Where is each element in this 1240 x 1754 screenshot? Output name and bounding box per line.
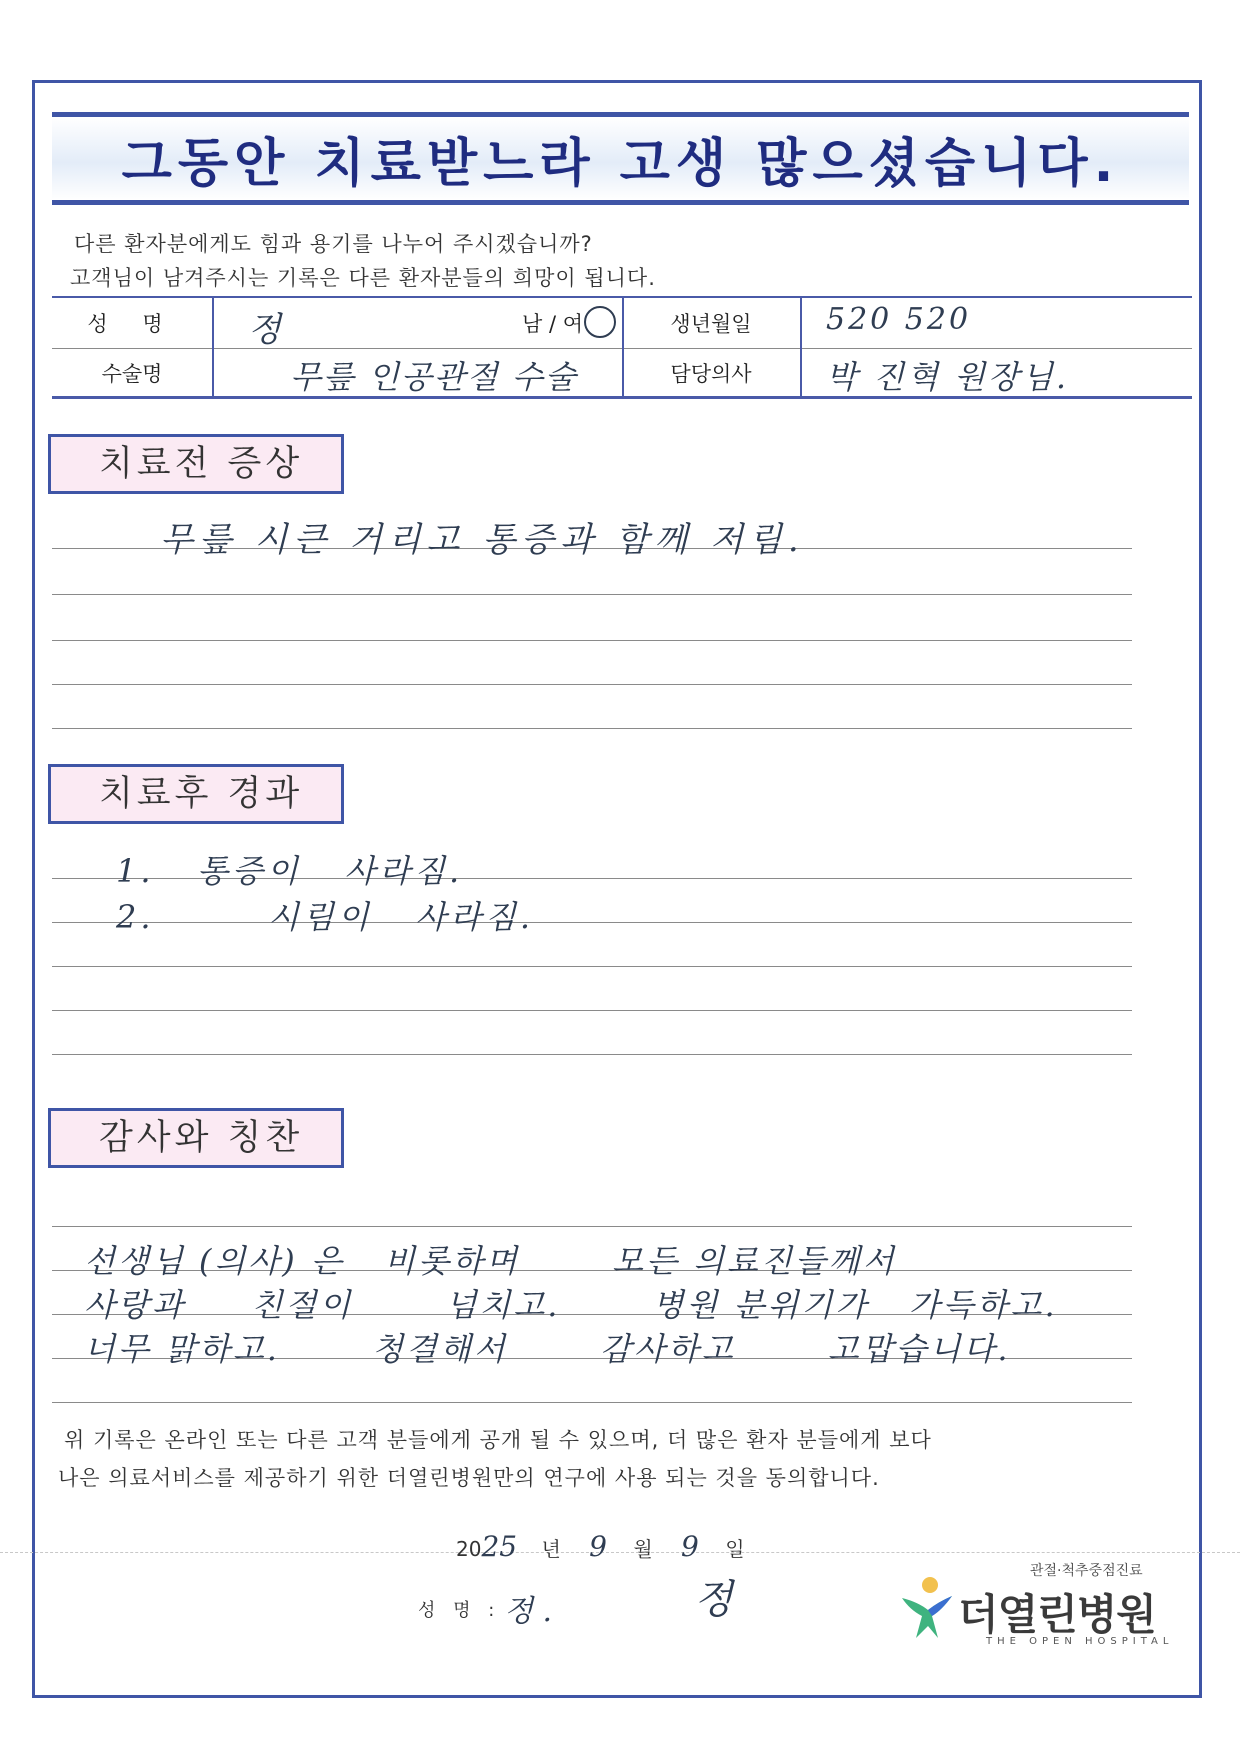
before-text-line-1: 무릎 시큰 거리고 통증과 함께 저림.	[160, 520, 805, 560]
signature-mark: 정	[694, 1577, 733, 1623]
logo-name: 더열린병원	[958, 1590, 1156, 1639]
consent-line-2: 나은 의료서비스를 제공하기 위한 더열린병원만의 연구에 사용 되는 것을 동의합니다.	[58, 1466, 880, 1490]
signature-name: 정 .	[504, 1594, 553, 1629]
logo-tagline: 관절·척추중점진료	[1030, 1563, 1143, 1579]
section-heading-thanks: 감사와 칭찬	[48, 1108, 344, 1168]
year-prefix: 20	[456, 1537, 482, 1561]
name-value: 정	[248, 310, 281, 350]
section-heading-after: 치료후 경과	[48, 764, 344, 824]
year-label: 년	[541, 1537, 561, 1561]
doctor-value: 박 진혁 원장님.	[826, 358, 1069, 396]
hospital-logo	[898, 1560, 1188, 1670]
birth-label: 생년월일	[670, 312, 752, 336]
signature-label: 성 명 :	[418, 1600, 501, 1621]
thanks-text-line-3: 너무 맑하고. 청결해서 감사하고 고맙습니다.	[84, 1330, 1011, 1368]
thanks-text-line-2: 사랑과 친절이 넘치고. 병원 분위기가 가득하고.	[84, 1286, 1058, 1324]
intro-line-1: 다른 환자분에게도 힘과 용기를 나누어 주시겠습니까?	[74, 232, 593, 256]
after-text-line-1: 1. 통증이 사라짐.	[116, 852, 464, 890]
day-label: 일	[725, 1537, 745, 1561]
title-banner	[52, 112, 1189, 205]
section-heading-before: 치료전 증상	[48, 434, 344, 494]
date-line	[456, 1530, 745, 1563]
logo-english: THE OPEN HOSPITAL	[986, 1636, 1174, 1647]
name-label: 성 명	[87, 312, 177, 336]
day-hand: 9	[681, 1530, 699, 1563]
consent-line-1: 위 기록은 온라인 또는 다른 고객 분들에게 공개 될 수 있으며, 더 많은 환자 분들에게 보다	[64, 1428, 932, 1452]
surgery-value: 무릎 인공관절 수술	[290, 358, 578, 396]
gender-label: 남 / 여	[522, 312, 583, 336]
after-text-line-2: 2. 시림이 사라짐.	[116, 898, 535, 936]
month-hand: 9	[589, 1530, 607, 1563]
birth-value: 520 520	[826, 302, 972, 337]
surgery-label: 수술명	[101, 362, 163, 386]
thanks-text-line-1: 선생님 (의사) 은 비롯하며 모든 의료진들께서	[84, 1242, 897, 1280]
person-leaf-icon	[898, 1576, 954, 1642]
month-label: 월	[633, 1537, 653, 1561]
doctor-label: 담당의사	[670, 362, 752, 386]
intro-line-2: 고객님이 남겨주시는 기록은 다른 환자분들의 희망이 됩니다.	[70, 266, 656, 290]
page-title: 그동안 치료받느라 고생 많으셨습니다.	[121, 134, 1120, 194]
gender-selected-circle	[584, 306, 616, 338]
year-hand: 25	[481, 1530, 518, 1563]
